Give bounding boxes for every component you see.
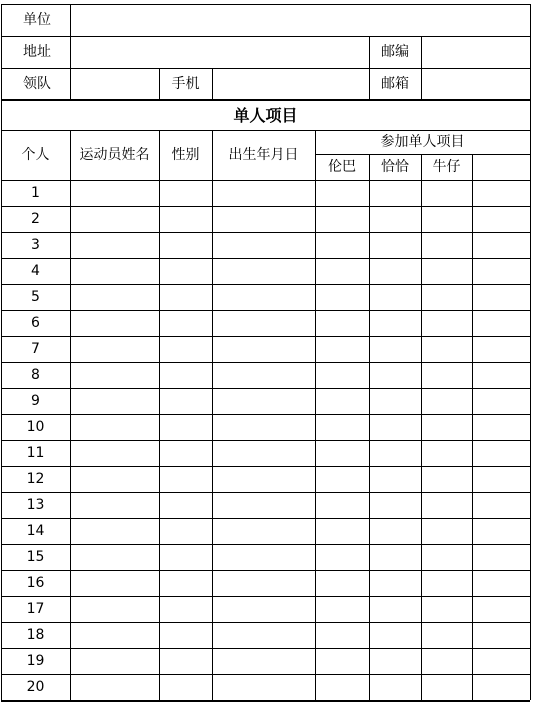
name-field[interactable] — [70, 414, 159, 440]
event-field[interactable] — [472, 414, 530, 440]
name-field[interactable] — [70, 440, 159, 466]
gender-field[interactable] — [159, 284, 212, 310]
name-field[interactable] — [70, 180, 159, 206]
event-field[interactable] — [421, 492, 472, 518]
header-event: 牛仔 — [432, 159, 461, 175]
phone-field[interactable] — [212, 68, 369, 99]
event-field[interactable] — [421, 180, 472, 206]
event-field[interactable] — [369, 674, 421, 700]
gender-field[interactable] — [159, 648, 212, 674]
name-field[interactable] — [70, 336, 159, 362]
name-field[interactable] — [70, 466, 159, 492]
birth-field[interactable] — [212, 414, 315, 440]
event-field[interactable] — [369, 284, 421, 310]
event-field[interactable] — [369, 180, 421, 206]
name-field[interactable] — [70, 674, 159, 700]
event-field[interactable] — [369, 206, 421, 232]
event-field[interactable] — [472, 648, 530, 674]
birth-field[interactable] — [212, 544, 315, 570]
gender-field[interactable] — [159, 388, 212, 414]
event-field[interactable] — [421, 622, 472, 648]
event-field[interactable] — [421, 674, 472, 700]
event-field[interactable] — [315, 180, 369, 206]
row-number: 11 — [26, 445, 45, 461]
event-field[interactable] — [472, 310, 530, 336]
gender-field[interactable] — [159, 336, 212, 362]
event-field[interactable] — [421, 206, 472, 232]
header-birth: 出生年月日 — [228, 147, 299, 163]
gender-field[interactable] — [159, 310, 212, 336]
event-field[interactable] — [315, 570, 369, 596]
event-field[interactable] — [315, 440, 369, 466]
event-field[interactable] — [421, 232, 472, 258]
unit-label: 单位 — [23, 12, 51, 28]
gender-field[interactable] — [159, 492, 212, 518]
gender-field[interactable] — [159, 206, 212, 232]
event-field[interactable] — [369, 414, 421, 440]
name-field[interactable] — [70, 258, 159, 284]
event-field[interactable] — [315, 518, 369, 544]
row-number: 20 — [26, 679, 45, 695]
row-number: 18 — [26, 627, 45, 643]
event-field[interactable] — [369, 492, 421, 518]
birth-field[interactable] — [212, 336, 315, 362]
event-field[interactable] — [421, 388, 472, 414]
event-field[interactable] — [369, 570, 421, 596]
gender-field[interactable] — [159, 544, 212, 570]
header-name: 运动员姓名 — [79, 147, 150, 163]
row-number: 19 — [26, 653, 45, 669]
gender-field[interactable] — [159, 440, 212, 466]
event-field[interactable] — [369, 258, 421, 284]
event-field[interactable] — [472, 518, 530, 544]
birth-field[interactable] — [212, 674, 315, 700]
grid-line-v — [530, 4, 531, 700]
section-title: 单人项目 — [233, 105, 298, 125]
postcode-field[interactable] — [421, 36, 530, 68]
gender-field[interactable] — [159, 622, 212, 648]
event-field[interactable] — [472, 388, 530, 414]
event-field[interactable] — [421, 310, 472, 336]
event-field[interactable] — [421, 466, 472, 492]
row-number: 2 — [31, 211, 40, 227]
event-field[interactable] — [472, 258, 530, 284]
event-field[interactable] — [472, 440, 530, 466]
gender-field[interactable] — [159, 518, 212, 544]
event-field[interactable] — [472, 492, 530, 518]
gender-field[interactable] — [159, 414, 212, 440]
event-field[interactable] — [421, 284, 472, 310]
event-field[interactable] — [369, 310, 421, 336]
header-event — [472, 154, 530, 180]
row-number: 16 — [26, 575, 45, 591]
birth-field[interactable] — [212, 284, 315, 310]
event-field[interactable] — [421, 648, 472, 674]
event-field[interactable] — [369, 388, 421, 414]
birth-field[interactable] — [212, 466, 315, 492]
gender-field[interactable] — [159, 466, 212, 492]
event-field[interactable] — [315, 492, 369, 518]
unit-field[interactable] — [70, 4, 530, 36]
name-field[interactable] — [70, 518, 159, 544]
address-label: 地址 — [23, 44, 51, 60]
event-field[interactable] — [369, 232, 421, 258]
name-field[interactable] — [70, 570, 159, 596]
event-field[interactable] — [369, 440, 421, 466]
header-gender: 性别 — [171, 147, 200, 163]
row-number: 15 — [26, 549, 45, 565]
event-field[interactable] — [421, 336, 472, 362]
birth-field[interactable] — [212, 232, 315, 258]
row-number: 13 — [26, 497, 45, 513]
event-field[interactable] — [421, 362, 472, 388]
row-number: 10 — [26, 419, 45, 435]
address-field[interactable] — [70, 36, 369, 68]
gender-field[interactable] — [159, 362, 212, 388]
event-field[interactable] — [421, 518, 472, 544]
name-field[interactable] — [70, 544, 159, 570]
row-number: 7 — [31, 341, 40, 357]
phone-label: 手机 — [171, 75, 200, 92]
row-number: 14 — [26, 523, 45, 539]
gender-field[interactable] — [159, 596, 212, 622]
name-field[interactable] — [70, 284, 159, 310]
row-number: 8 — [31, 367, 40, 383]
row-number: 1 — [31, 185, 40, 201]
name-field[interactable] — [70, 648, 159, 674]
row-number: 9 — [31, 393, 40, 409]
gender-field[interactable] — [159, 180, 212, 206]
event-field[interactable] — [315, 544, 369, 570]
birth-field[interactable] — [212, 596, 315, 622]
event-field[interactable] — [315, 232, 369, 258]
event-field[interactable] — [472, 596, 530, 622]
postcode-label: 邮编 — [381, 44, 409, 60]
name-field[interactable] — [70, 492, 159, 518]
event-field[interactable] — [369, 518, 421, 544]
gender-field[interactable] — [159, 232, 212, 258]
event-field[interactable] — [472, 206, 530, 232]
event-field[interactable] — [315, 388, 369, 414]
row-number: 6 — [31, 315, 40, 331]
header-index: 个人 — [21, 147, 50, 163]
header-event: 伦巴 — [328, 159, 356, 175]
event-field[interactable] — [315, 258, 369, 284]
gender-field[interactable] — [159, 258, 212, 284]
event-field[interactable] — [421, 414, 472, 440]
row-number: 12 — [26, 471, 45, 487]
event-field[interactable] — [369, 622, 421, 648]
event-field[interactable] — [315, 466, 369, 492]
event-field[interactable] — [369, 648, 421, 674]
event-field[interactable] — [472, 466, 530, 492]
event-field[interactable] — [472, 362, 530, 388]
row-number: 4 — [31, 263, 40, 279]
row-number: 17 — [26, 601, 45, 617]
email-label: 邮箱 — [381, 75, 409, 92]
event-field[interactable] — [315, 310, 369, 336]
leader-field[interactable] — [70, 68, 159, 99]
event-field[interactable] — [421, 258, 472, 284]
event-field[interactable] — [472, 232, 530, 258]
row-number: 5 — [31, 289, 40, 305]
event-field[interactable] — [315, 362, 369, 388]
event-field[interactable] — [472, 284, 530, 310]
event-field[interactable] — [421, 440, 472, 466]
birth-field[interactable] — [212, 570, 315, 596]
birth-field[interactable] — [212, 310, 315, 336]
event-field[interactable] — [472, 570, 530, 596]
header-events-group: 参加单人项目 — [380, 134, 465, 150]
header-event: 恰恰 — [381, 159, 409, 175]
event-field[interactable] — [315, 414, 369, 440]
event-field[interactable] — [472, 544, 530, 570]
name-field[interactable] — [70, 232, 159, 258]
event-field[interactable] — [315, 596, 369, 622]
event-field[interactable] — [369, 596, 421, 622]
name-field[interactable] — [70, 622, 159, 648]
event-field[interactable] — [369, 336, 421, 362]
gender-field[interactable] — [159, 674, 212, 700]
birth-field[interactable] — [212, 648, 315, 674]
row-number: 3 — [31, 237, 40, 253]
event-field[interactable] — [315, 284, 369, 310]
birth-field[interactable] — [212, 206, 315, 232]
event-field[interactable] — [315, 622, 369, 648]
event-field[interactable] — [421, 596, 472, 622]
event-field[interactable] — [472, 622, 530, 648]
event-field[interactable] — [315, 674, 369, 700]
event-field[interactable] — [472, 336, 530, 362]
event-field[interactable] — [369, 544, 421, 570]
birth-field[interactable] — [212, 258, 315, 284]
event-field[interactable] — [421, 544, 472, 570]
name-field[interactable] — [70, 310, 159, 336]
name-field[interactable] — [70, 206, 159, 232]
birth-field[interactable] — [212, 518, 315, 544]
birth-field[interactable] — [212, 180, 315, 206]
birth-field[interactable] — [212, 362, 315, 388]
birth-field[interactable] — [212, 622, 315, 648]
event-field[interactable] — [315, 336, 369, 362]
event-field[interactable] — [472, 674, 530, 700]
email-field[interactable] — [421, 68, 530, 99]
event-field[interactable] — [421, 570, 472, 596]
birth-field[interactable] — [212, 388, 315, 414]
birth-field[interactable] — [212, 440, 315, 466]
name-field[interactable] — [70, 388, 159, 414]
gender-field[interactable] — [159, 570, 212, 596]
event-field[interactable] — [315, 206, 369, 232]
event-field[interactable] — [315, 648, 369, 674]
event-field[interactable] — [472, 180, 530, 206]
event-field[interactable] — [369, 362, 421, 388]
name-field[interactable] — [70, 596, 159, 622]
leader-label: 领队 — [23, 75, 51, 92]
name-field[interactable] — [70, 362, 159, 388]
event-field[interactable] — [369, 466, 421, 492]
birth-field[interactable] — [212, 492, 315, 518]
